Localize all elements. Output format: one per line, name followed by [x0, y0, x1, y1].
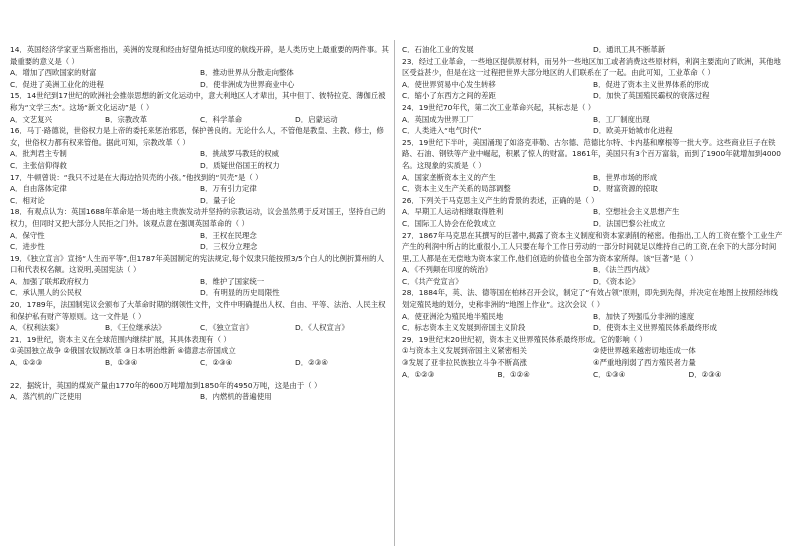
answer-options — [402, 114, 784, 137]
question-stem: 20．1789年，法国制宪议会颁布了大革命时期的纲领性文件，文件中明确提出人权、自由、平等、法治、人民主权和保护私有财产等原则。这一文件是（ ） — [10, 300, 386, 321]
answer-option: B．①②④ — [497, 369, 530, 379]
left-column — [10, 44, 390, 542]
answer-option: A．蒸汽机的广泛使用 — [10, 392, 82, 402]
answer-option: D．加快了英国殖民霸权的衰落过程 — [593, 91, 710, 101]
answer-option: ②使世界越来越密切地连成一体 — [593, 346, 696, 356]
answer-option: B．万有引力定律 — [200, 184, 257, 194]
answer-option: D．《人权宣言》 — [295, 323, 349, 333]
question-q24 — [402, 102, 784, 137]
answer-options — [402, 206, 784, 229]
answer-options — [10, 183, 390, 206]
answer-option: D．通讯工具不断革新 — [593, 45, 666, 54]
answer-option: A．文艺复兴 — [10, 114, 53, 124]
answer-option: D．②③④ — [295, 358, 328, 368]
answer-option: D．财富资源的掠取 — [593, 184, 658, 194]
question-stem: 29．19世纪末20世纪初，资本主义世界殖民体系最终形成。它的影响（ ） — [402, 334, 647, 344]
question-stem: 28．1884年，英、法、德等国在柏林召开会议，制定了“有效占领”原则，即先到先得，并决定在地图上按照经纬线划定殖民地的划分，史称非洲的“地图上作业”。这次会议（ ） — [402, 288, 778, 310]
question-q22c — [402, 44, 784, 56]
answer-option: C．国际工人协会在伦敦成立 — [402, 218, 496, 228]
answer-options — [402, 44, 784, 56]
answer-option: ①与资本主义发展到帝国主义紧密相关 — [402, 346, 527, 356]
answer-option: A．早期工人运动相继取得胜利 — [402, 207, 504, 217]
answer-option: B．《法兰西内战》 — [593, 265, 654, 275]
question-stem: 24．19世纪70年代，第二次工业革命兴起，其标志是（ ） — [402, 102, 596, 112]
answer-options — [402, 345, 784, 368]
answer-option: B．推动世界从分散走向整体 — [200, 68, 294, 78]
question-q15 — [10, 90, 390, 125]
question-stem: 14．英国经济学家亚当斯密指出，美洲的发现和经由好望角抵达印度的航线开辟，是人类历史上最重要的两件事。其最重要的意义是（ ） — [10, 45, 389, 66]
answer-option: B．工厂制度出现 — [593, 114, 650, 124]
answer-option: A．《权利法案》 — [10, 323, 64, 333]
answer-option: A．国家垄断资本主义的产生 — [402, 172, 496, 182]
answer-option: B．促进了资本主义世界体系的形成 — [593, 79, 709, 89]
answer-option: B．①③④ — [105, 358, 138, 368]
answer-options — [10, 114, 390, 126]
answer-option: ③发展了亚非拉民族独立斗争不断高涨 — [402, 358, 527, 368]
question-stem: 25．19世纪下半叶，美国涌现了如洛克菲勒、古尔德、范德比尔特、卡内基和摩根等一批大亨。这些商业巨子在铁路、石油、钢铁等产业中崛起，积累了惊人的财富。1861年，美国只有3个百万富翁，而到了1900年就增加到4000名。这现象的实质是（ ） — [402, 137, 781, 170]
answer-option: D．②③④ — [688, 369, 722, 379]
answer-option: A．自由落体定律 — [10, 184, 67, 194]
question-stem: 27．1867年马克思在其撰写的巨著中,揭露了资本主义制度和资本家剥削的秘密。他指出,工人的工资在整个工业生产产生的利润中所占的比重很小,工人只要在每个工作日劳动的一部分时间就足以维持自己的工资,在余下的大部分时间里,工人都是在无偿地为资本家工作,他们创造的价值也全部为资本家所得。该“巨著”是（ ） — [402, 230, 783, 263]
answer-option: B．维护了国家统一 — [200, 276, 265, 286]
answer-options — [10, 148, 390, 171]
answer-options — [10, 276, 390, 299]
spacer — [10, 369, 390, 380]
question-q18 — [10, 206, 390, 252]
answer-option: B．挑战罗马教廷的权威 — [200, 149, 279, 159]
answer-option: C．①③④ — [593, 369, 626, 379]
answer-option: C．相对论 — [10, 195, 45, 205]
answer-option: A．《不列颠在印度的统治》 — [402, 265, 493, 275]
question-q14 — [10, 44, 390, 90]
answer-option: C．标志资本主义发展到帝国主义阶段 — [402, 323, 526, 333]
question-q28 — [402, 287, 784, 333]
answer-option: B．空想社会主义思想产生 — [593, 207, 680, 217]
answer-options — [10, 322, 390, 334]
answer-options — [402, 79, 784, 102]
answer-option: B．内燃机的普遍使用 — [200, 392, 272, 402]
answer-option: D．三权分立理念 — [200, 242, 258, 252]
answer-options — [402, 369, 784, 381]
question-q22 — [10, 380, 390, 403]
question-stem: 16．马丁·路德说，世俗权力是上帝的委托来惩治邪恶，保护善良的。无论什么人，不管他是教皇、主教、修士，修女，世俗权力都有权来管他。据此可知，宗教改革（ ） — [10, 126, 384, 147]
question-q27 — [402, 230, 784, 288]
answer-option: A．加强了联邦政府权力 — [10, 276, 89, 286]
answer-option: B．宗教改革 — [105, 114, 148, 124]
answer-option: C．进步性 — [10, 242, 45, 252]
answer-option: D．欧美开始城市化进程 — [593, 126, 673, 136]
answer-option: C．《共产党宣言》 — [402, 276, 463, 286]
answer-option: C．②③④ — [200, 358, 233, 368]
answer-options — [10, 230, 390, 253]
answer-option: ④严重地削弱了西方殖民者力量 — [593, 358, 696, 368]
answer-option: C．缩小了东西方之间的差距 — [402, 91, 496, 101]
answer-option: D．《资本论》 — [593, 276, 640, 286]
question-q29 — [402, 334, 784, 369]
answer-options — [402, 172, 784, 195]
answer-option: D．法国巴黎公社成立 — [593, 218, 666, 228]
answer-option: C．促进了美洲工业化的进程 — [10, 79, 104, 89]
answer-option: A．使世界贸易中心发生转移 — [402, 79, 496, 89]
answer-option: A．英国成为世界工厂 — [402, 114, 474, 124]
question-q23 — [402, 56, 784, 102]
answer-option: ①美国独立战争 ②俄国农奴制改革 ③日本明治维新 ④德意志帝国成立 — [10, 346, 236, 356]
question-q19 — [10, 253, 390, 299]
question-stem: 22．据统计，英国的煤炭产量由1770年的600万吨增加到1850年的4950万吨，这是由于（ ） — [10, 380, 322, 390]
answer-options — [10, 357, 390, 369]
question-q26 — [402, 195, 784, 230]
answer-option: D．有明显的历史局限性 — [200, 288, 280, 298]
answer-options — [10, 345, 390, 357]
question-stem: 19．《独立宣言》宣扬“人生而平等”,但1787年美国制定的宪法规定,每个奴隶只能按照3/5个白人的比例折算州的人口和代表权名额。这说明,美国宪法（ ） — [10, 253, 384, 275]
answer-option: B．《王位继承法》 — [105, 323, 166, 333]
answer-option: A．使亚洲沦为殖民地半殖民地 — [402, 311, 504, 321]
answer-option: B．加快了列强瓜分非洲的速度 — [593, 311, 695, 321]
right-column — [402, 44, 784, 542]
answer-option: C．资本主义生产关系的局部调整 — [402, 184, 511, 194]
answer-options — [10, 391, 390, 403]
answer-options — [402, 264, 784, 287]
question-q29b — [402, 369, 784, 381]
question-stem: 23．经过工业革命，一些地区提供原材料，而另外一些地区加工或者消费这些原材料，利润主要流向了欧洲，其他地区受益甚少，但是在这一过程把世界大部分地区的人们联系在了一起。由此可知，工业革命（ ） — [402, 56, 781, 78]
answer-option: B．世界市场的形成 — [593, 172, 658, 182]
answer-option: A．批判君主专制 — [10, 149, 67, 159]
question-stem: 26．下列关于马克思主义产生的背景的表述，正确的是（ ） — [402, 195, 599, 205]
question-q21b — [10, 357, 390, 369]
answer-option: C．人类进入“电气时代” — [402, 126, 482, 136]
column-divider — [394, 40, 395, 546]
answer-options — [402, 311, 784, 334]
question-stem: 18．有观点认为：英国1688年革命是一场由地主贵族发动并坚持的宗教运动，议会虽然勇于反对国王，坚持自己的权力，但同时又把大部分人民拒之门外。该观点意在强调英国革命的（ ） — [10, 207, 386, 228]
question-q17 — [10, 172, 390, 207]
answer-option: C．主张信仰得救 — [10, 160, 67, 170]
question-q20 — [10, 299, 390, 334]
answer-option: A．①②③ — [10, 358, 43, 368]
question-stem: 15．14世纪到17世纪的欧洲社会推崇思想的新文化运动中，意大利地区人才辈出，其中但丁、彼特拉克、薄伽丘被称为“文学三杰”。这场“新文化运动”是（ ） — [10, 91, 386, 112]
answer-options — [10, 67, 390, 90]
answer-option: C．科学革命 — [200, 114, 243, 124]
question-q16 — [10, 125, 390, 171]
answer-option: D．质疑世俗国王的权力 — [200, 160, 280, 170]
answer-option: C．《独立宣言》 — [200, 323, 254, 333]
answer-option: A．①②③ — [402, 369, 435, 379]
answer-option: B．王权在民理念 — [200, 230, 257, 240]
answer-option: C．石油化工业的发展 — [402, 45, 474, 54]
answer-option: D．使非洲成为世界商业中心 — [200, 79, 295, 89]
question-stem: 17．牛顿曾说：“我只不过是在大海边拾贝壳的小孩。”他找到的“贝壳”是（ ） — [10, 172, 263, 182]
question-q25 — [402, 137, 784, 195]
question-stem: 21．19世纪，资本主义在全球范围内继续扩展，其具体表现有（ ） — [10, 334, 231, 344]
answer-option: D．启蒙运动 — [295, 114, 338, 124]
answer-option: D．使资本主义世界殖民体系最终形成 — [593, 323, 717, 333]
answer-option: D．量子论 — [200, 195, 236, 205]
answer-option: A．增加了西欧国家的财富 — [10, 68, 97, 78]
answer-option: A．保守性 — [10, 230, 45, 240]
answer-option: C．承认黑人的公民权 — [10, 288, 82, 298]
question-q21 — [10, 334, 390, 357]
